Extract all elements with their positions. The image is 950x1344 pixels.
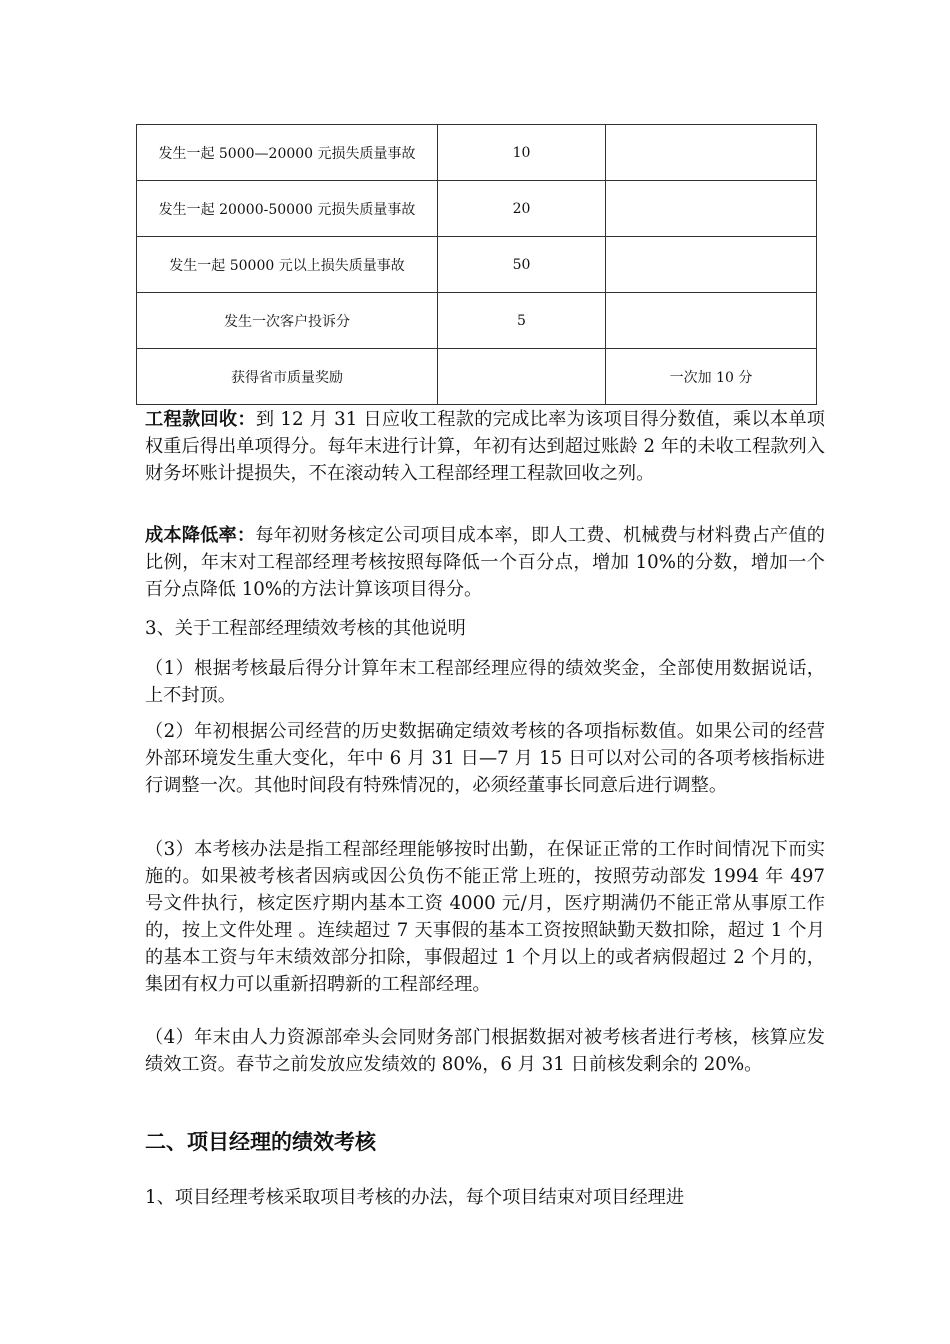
paragraph-receivables — [145, 406, 825, 487]
table-row — [137, 237, 817, 293]
paragraph-project-manager: 1、项目经理考核采取项目考核的办法，每个项目结束对项目经理进 — [145, 1187, 685, 1208]
paragraph-text: 每年初财务核定公司项目成本率，即人工费、机械费与材料费占产值的比例，年末对工程部经理考核按照每降低一个百分点，增加 10%的分数，增加一个百分点降低 10%的方法计算该项目得分。 — [145, 525, 825, 600]
table-row — [137, 293, 817, 349]
table-cell-item: 发生一起 50000 元以上损失质量事故 — [137, 237, 438, 293]
paragraph-lead: 成本降低率： — [145, 525, 256, 546]
table-cell-item: 获得省市质量奖励 — [137, 349, 438, 405]
paragraph-note-1: （1）根据考核最后得分计算年末工程部经理应得的绩效奖金，全部使用数据说话，上不封顶。 — [145, 658, 825, 706]
table-row — [137, 349, 817, 405]
paragraph-lead: 工程款回收： — [145, 409, 256, 430]
section-heading: 二、项目经理的绩效考核 — [145, 1130, 376, 1154]
table-cell-deduct — [438, 349, 606, 405]
table-cell-add — [606, 293, 817, 349]
table-cell-add — [606, 237, 817, 293]
table-cell-item: 发生一起 20000-50000 元损失质量事故 — [137, 181, 438, 237]
paragraph-note-4: （4）年末由人力资源部牵头会同财务部门根据数据对被考核者进行考核，核算应发绩效工资。春节之前发放应发绩效的 80%，6 月 31 日前核发剩余的 20%。 — [145, 1027, 825, 1075]
table-row — [137, 181, 817, 237]
table-cell-add: 一次加 10 分 — [606, 349, 817, 405]
table-cell-add — [606, 181, 817, 237]
table-body — [137, 125, 817, 405]
paragraph-note-2: （2）年初根据公司经营的历史数据确定绩效考核的各项指标数值。如果公司的经营外部环境发生重大变化，年中 6 月 31 日—7 月 15 日可以对公司的各项考核指标进行调整一次。其他时间段有特殊情况的，必须经董事长同意后进行调整。 — [145, 721, 825, 796]
table-cell-deduct: 50 — [438, 237, 606, 293]
table-cell-deduct: 20 — [438, 181, 606, 237]
table-cell-deduct: 10 — [438, 125, 606, 181]
table-cell-add — [606, 125, 817, 181]
table-row — [137, 125, 817, 181]
paragraph-note-3: （3）本考核办法是指工程部经理能够按时出勤，在保证正常的工作时间情况下而实施的。如果被考核者因病或因公负伤不能正常上班的，按照劳动部发 1994 年 497 号文件执行，核定医疗期内基本工资 4000 元/月，医疗期满仍不能正常从事原工作的，按上文件处理 。连续超过 7 天事假的基本工资按照缺勤天数扣除，超过 1 个月的基本工资与年末绩效部分扣除，事假超过 1 个月以上的或者病假超过 2 个月的，集团有权力可以重新招聘新的工程部经理。 — [145, 839, 825, 995]
section-subheading: 3、关于工程部经理绩效考核的其他说明 — [145, 618, 466, 639]
table-cell-item: 发生一次客户投诉分 — [137, 293, 438, 349]
paragraph-text: 到 12 月 31 日应收工程款的完成比率为该项目得分数值，乘以本单项权重后得出单项得分。每年末进行计算，年初有达到超过账龄 2 年的未收工程款列入财务坏账计提损失，不在滚动转入工程部经理工程款回收之列。 — [145, 409, 825, 484]
paragraph-cost-reduction — [145, 522, 825, 603]
table-cell-deduct: 5 — [438, 293, 606, 349]
table-cell-item: 发生一起 5000—20000 元损失质量事故 — [137, 125, 438, 181]
quality-score-table — [136, 124, 817, 405]
